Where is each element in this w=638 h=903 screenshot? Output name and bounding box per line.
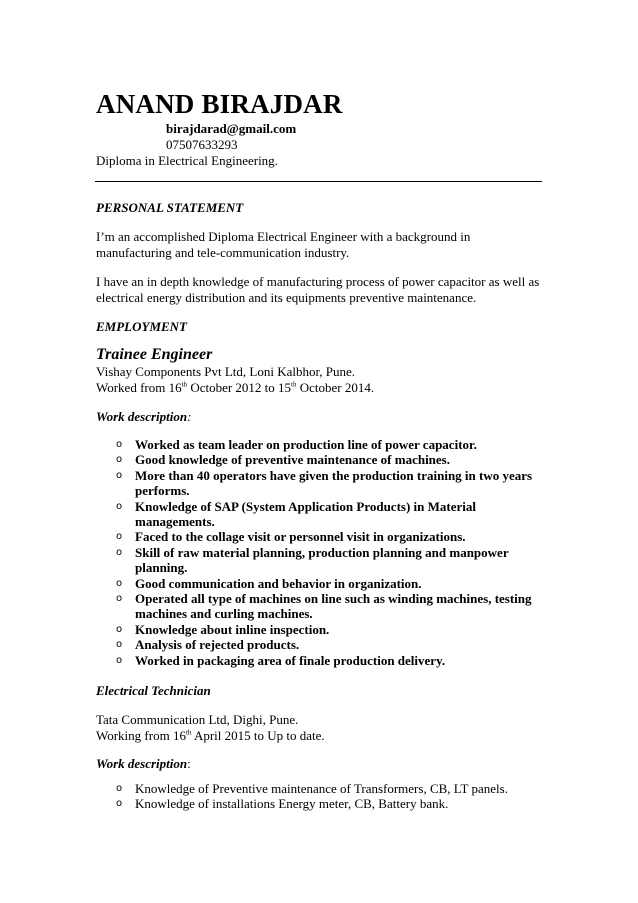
- statement-para2-line1: I have an in depth knowledge of manufacturing process of power capacitor as well as: [96, 274, 540, 289]
- job2-company: Tata Communication Ltd, Dighi, Pune.: [96, 712, 299, 727]
- duty-text: Knowledge of installations Energy meter, CB, Battery bank.: [135, 796, 449, 812]
- job1-period: Worked from 16th October 2012 to 15th October 2014.: [96, 380, 375, 395]
- duty-text: Operated all type of machines on line such as winding machines, testing machines and curling machines.: [135, 591, 532, 622]
- candidate-name: ANAND BIRAJDAR: [96, 89, 343, 119]
- employment-heading: EMPLOYMENT: [96, 319, 187, 334]
- bullet-marker: o: [116, 500, 123, 512]
- bullet-marker: o: [116, 783, 123, 794]
- duty-text: Good knowledge of preventive maintenance of machines.: [135, 452, 450, 468]
- duty-text: Knowledge of Preventive maintenance of Transformers, CB, LT panels.: [135, 781, 508, 796]
- bullet-marker: o: [116, 469, 123, 481]
- duty-item: [96, 545, 546, 576]
- duty-item: [96, 653, 546, 668]
- statement-para1-line1: I’m an accomplished Diploma Electrical Engineer with a background in: [96, 229, 471, 244]
- job1-title: Trainee Engineer: [96, 346, 213, 363]
- duty-item: [96, 591, 546, 622]
- duty-text: Good communication and behavior in organization.: [135, 575, 422, 591]
- bullet-marker: o: [116, 593, 123, 605]
- duty-text: Faced to the collage visit or personnel visit in organizations.: [135, 529, 466, 545]
- duty-item: [96, 796, 546, 811]
- duty-text: Worked as team leader on production line of power capacitor.: [135, 437, 477, 452]
- duty-item: [96, 576, 546, 591]
- statement-para2-line2: electrical energy distribution and its equipments preventive maintenance.: [96, 290, 477, 305]
- duty-item: [96, 452, 546, 467]
- job2-duties-list: [96, 781, 546, 812]
- bullet-marker: o: [116, 531, 123, 543]
- duty-text: Skill of raw material planning, production planning and manpower planning.: [135, 544, 509, 576]
- duty-item: [96, 437, 546, 452]
- qualification: Diploma in Electrical Engineering.: [96, 153, 278, 168]
- duty-item: [96, 622, 546, 637]
- duty-text: Knowledge of SAP (System Application Products) in Material managements.: [135, 498, 477, 530]
- job2-work-description-label: Work description:: [96, 756, 191, 771]
- duty-item: [96, 781, 546, 796]
- job2-period: Working from 16th April 2015 to Up to date.: [96, 728, 325, 743]
- duty-text: Analysis of rejected products.: [135, 637, 300, 653]
- duty-text: Worked in packaging area of finale production delivery.: [135, 652, 446, 668]
- bullet-marker: o: [116, 454, 123, 466]
- duty-item: [96, 529, 546, 544]
- duty-item: [96, 637, 546, 652]
- job1-work-description-label: Work description:: [96, 409, 192, 424]
- bullet-marker: o: [116, 639, 123, 651]
- bullet-marker: o: [116, 577, 123, 589]
- bullet-marker: o: [116, 439, 123, 450]
- statement-para1-line2: manufacturing and tele-communication industry.: [96, 245, 350, 260]
- duty-item: [96, 499, 546, 530]
- duty-text: More than 40 operators have given the production training in two years performs.: [135, 467, 533, 499]
- bullet-marker: o: [116, 654, 123, 666]
- bullet-marker: o: [116, 798, 123, 810]
- job2-title: Electrical Technician: [96, 683, 211, 698]
- job1-duties-list: [96, 437, 546, 668]
- header-divider: [95, 181, 542, 182]
- duty-item: [96, 468, 546, 499]
- duty-text: Knowledge about inline inspection.: [135, 621, 330, 637]
- phone-number: 07507633293: [166, 137, 238, 152]
- personal-statement-heading: PERSONAL STATEMENT: [96, 200, 244, 215]
- email-address: birajdarad@gmail.com: [166, 121, 297, 136]
- job1-company: Vishay Components Pvt Ltd, Loni Kalbhor, Pune.: [96, 364, 356, 379]
- bullet-marker: o: [116, 623, 123, 635]
- bullet-marker: o: [116, 546, 123, 558]
